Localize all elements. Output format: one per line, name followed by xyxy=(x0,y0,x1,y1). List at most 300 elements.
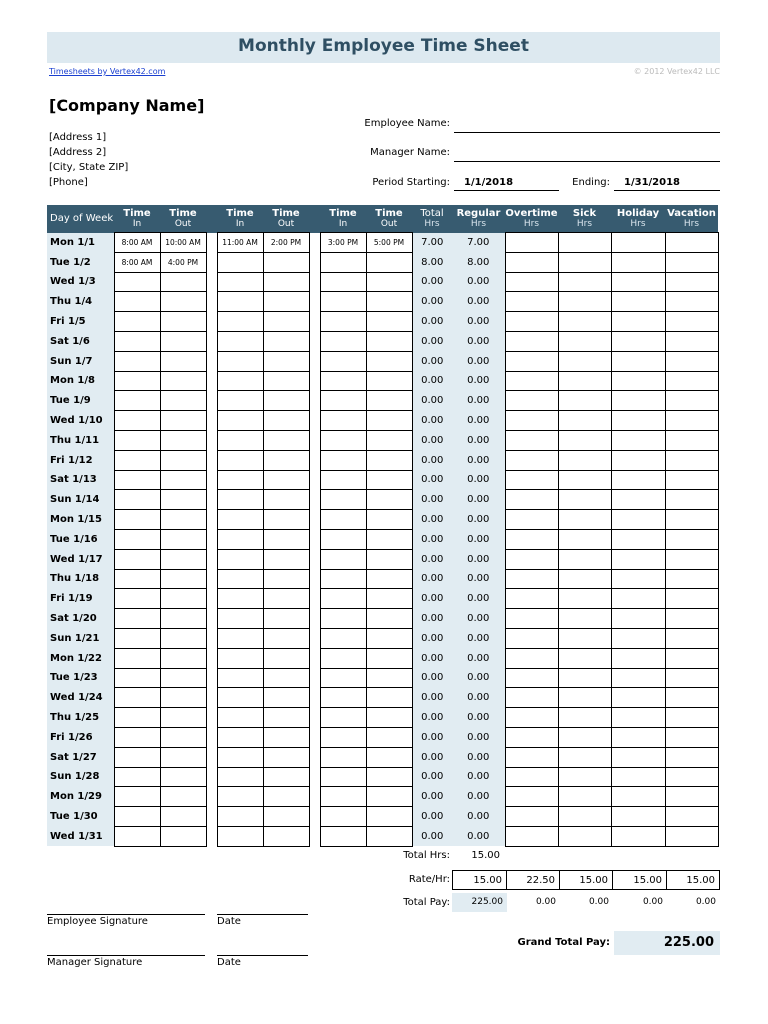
vacation-hrs-cell[interactable] xyxy=(665,609,718,629)
vacation-hrs-cell[interactable] xyxy=(665,549,718,569)
time-in-2-cell[interactable] xyxy=(217,668,263,688)
overtime-hrs-cell[interactable] xyxy=(505,609,558,629)
time-out-1-cell[interactable] xyxy=(160,708,206,728)
vacation-hrs-cell[interactable] xyxy=(665,450,718,470)
vacation-hrs-cell[interactable] xyxy=(665,727,718,747)
sick-hrs-cell[interactable] xyxy=(558,430,611,450)
sick-hrs-cell[interactable] xyxy=(558,767,611,787)
rate-vacation[interactable]: 15.00 xyxy=(666,870,720,890)
time-out-3-cell[interactable] xyxy=(366,331,412,351)
time-in-3-cell[interactable] xyxy=(320,787,366,807)
time-in-1-cell[interactable] xyxy=(114,331,160,351)
vacation-hrs-cell[interactable] xyxy=(665,252,718,272)
time-out-3-cell[interactable] xyxy=(366,529,412,549)
time-out-3-cell[interactable] xyxy=(366,727,412,747)
sick-hrs-cell[interactable] xyxy=(558,351,611,371)
holiday-hrs-cell[interactable] xyxy=(611,648,665,668)
rate-holiday[interactable]: 15.00 xyxy=(612,870,667,890)
holiday-hrs-cell[interactable] xyxy=(611,807,665,827)
time-in-1-cell[interactable] xyxy=(114,747,160,767)
sick-hrs-cell[interactable] xyxy=(558,826,611,846)
time-out-3-cell[interactable] xyxy=(366,351,412,371)
time-in-3-cell[interactable] xyxy=(320,272,366,292)
time-out-3-cell[interactable] xyxy=(366,470,412,490)
sick-hrs-cell[interactable] xyxy=(558,668,611,688)
time-out-2-cell[interactable] xyxy=(263,391,309,411)
time-out-3-cell[interactable] xyxy=(366,708,412,728)
vacation-hrs-cell[interactable] xyxy=(665,668,718,688)
sick-hrs-cell[interactable] xyxy=(558,569,611,589)
time-out-2-cell[interactable] xyxy=(263,272,309,292)
vacation-hrs-cell[interactable] xyxy=(665,411,718,431)
time-out-1-cell[interactable] xyxy=(160,450,206,470)
time-out-2-cell[interactable] xyxy=(263,609,309,629)
time-out-2-cell[interactable] xyxy=(263,331,309,351)
rate-sick[interactable]: 15.00 xyxy=(559,870,613,890)
time-out-2-cell[interactable] xyxy=(263,648,309,668)
time-in-3-cell[interactable] xyxy=(320,648,366,668)
overtime-hrs-cell[interactable] xyxy=(505,787,558,807)
time-in-2-cell[interactable] xyxy=(217,648,263,668)
time-out-3-cell[interactable] xyxy=(366,648,412,668)
time-out-2-cell[interactable] xyxy=(263,628,309,648)
time-in-2-cell[interactable] xyxy=(217,589,263,609)
sick-hrs-cell[interactable] xyxy=(558,708,611,728)
time-in-2-cell[interactable] xyxy=(217,292,263,312)
overtime-hrs-cell[interactable] xyxy=(505,450,558,470)
time-out-3-cell[interactable] xyxy=(366,589,412,609)
time-out-2-cell[interactable] xyxy=(263,312,309,332)
sick-hrs-cell[interactable] xyxy=(558,331,611,351)
rate-overtime[interactable]: 22.50 xyxy=(506,870,560,890)
manager-name-field[interactable] xyxy=(454,147,720,162)
holiday-hrs-cell[interactable] xyxy=(611,411,665,431)
time-out-1-cell[interactable] xyxy=(160,371,206,391)
sick-hrs-cell[interactable] xyxy=(558,490,611,510)
time-out-1-cell[interactable] xyxy=(160,787,206,807)
overtime-hrs-cell[interactable] xyxy=(505,826,558,846)
overtime-hrs-cell[interactable] xyxy=(505,708,558,728)
time-out-1-cell[interactable] xyxy=(160,351,206,371)
time-out-1-cell[interactable] xyxy=(160,727,206,747)
company-name[interactable]: [Company Name] xyxy=(49,96,205,115)
time-in-1-cell[interactable] xyxy=(114,411,160,431)
holiday-hrs-cell[interactable] xyxy=(611,787,665,807)
time-out-1-cell[interactable] xyxy=(160,510,206,530)
sick-hrs-cell[interactable] xyxy=(558,727,611,747)
holiday-hrs-cell[interactable] xyxy=(611,331,665,351)
time-out-2-cell[interactable] xyxy=(263,470,309,490)
time-in-1-cell[interactable] xyxy=(114,727,160,747)
time-in-2-cell[interactable] xyxy=(217,549,263,569)
holiday-hrs-cell[interactable] xyxy=(611,708,665,728)
overtime-hrs-cell[interactable] xyxy=(505,767,558,787)
time-in-3-cell[interactable] xyxy=(320,668,366,688)
time-out-3-cell[interactable] xyxy=(366,272,412,292)
overtime-hrs-cell[interactable] xyxy=(505,688,558,708)
time-in-3-cell[interactable] xyxy=(320,747,366,767)
vacation-hrs-cell[interactable] xyxy=(665,331,718,351)
time-in-3-cell[interactable] xyxy=(320,569,366,589)
time-in-3-cell[interactable] xyxy=(320,708,366,728)
time-out-1-cell[interactable]: 4:00 PM xyxy=(160,252,206,272)
holiday-hrs-cell[interactable] xyxy=(611,233,665,253)
time-in-1-cell[interactable] xyxy=(114,688,160,708)
holiday-hrs-cell[interactable] xyxy=(611,312,665,332)
time-out-2-cell[interactable] xyxy=(263,529,309,549)
time-in-1-cell[interactable] xyxy=(114,272,160,292)
holiday-hrs-cell[interactable] xyxy=(611,767,665,787)
time-out-3-cell[interactable] xyxy=(366,826,412,846)
overtime-hrs-cell[interactable] xyxy=(505,272,558,292)
vacation-hrs-cell[interactable] xyxy=(665,648,718,668)
sick-hrs-cell[interactable] xyxy=(558,312,611,332)
time-in-3-cell[interactable] xyxy=(320,450,366,470)
time-out-1-cell[interactable] xyxy=(160,549,206,569)
holiday-hrs-cell[interactable] xyxy=(611,826,665,846)
time-out-3-cell[interactable] xyxy=(366,767,412,787)
holiday-hrs-cell[interactable] xyxy=(611,727,665,747)
time-in-1-cell[interactable] xyxy=(114,292,160,312)
time-in-3-cell[interactable] xyxy=(320,589,366,609)
time-out-1-cell[interactable] xyxy=(160,589,206,609)
vacation-hrs-cell[interactable] xyxy=(665,312,718,332)
holiday-hrs-cell[interactable] xyxy=(611,470,665,490)
time-out-1-cell[interactable] xyxy=(160,767,206,787)
time-out-3-cell[interactable] xyxy=(366,787,412,807)
time-out-1-cell[interactable] xyxy=(160,668,206,688)
sick-hrs-cell[interactable] xyxy=(558,371,611,391)
address-line-2[interactable]: [Address 2] xyxy=(49,147,107,158)
holiday-hrs-cell[interactable] xyxy=(611,688,665,708)
overtime-hrs-cell[interactable] xyxy=(505,807,558,827)
time-out-2-cell[interactable] xyxy=(263,510,309,530)
time-out-1-cell[interactable] xyxy=(160,826,206,846)
time-out-3-cell[interactable] xyxy=(366,490,412,510)
vacation-hrs-cell[interactable] xyxy=(665,688,718,708)
time-out-3-cell[interactable] xyxy=(366,371,412,391)
time-out-3-cell[interactable] xyxy=(366,609,412,629)
time-out-1-cell[interactable] xyxy=(160,648,206,668)
time-in-1-cell[interactable] xyxy=(114,312,160,332)
time-out-3-cell[interactable] xyxy=(366,430,412,450)
time-out-2-cell[interactable] xyxy=(263,787,309,807)
time-in-1-cell[interactable] xyxy=(114,787,160,807)
time-in-2-cell[interactable] xyxy=(217,312,263,332)
time-in-3-cell[interactable] xyxy=(320,529,366,549)
time-in-1-cell[interactable] xyxy=(114,490,160,510)
vacation-hrs-cell[interactable] xyxy=(665,628,718,648)
time-in-3-cell[interactable] xyxy=(320,371,366,391)
vacation-hrs-cell[interactable] xyxy=(665,272,718,292)
time-in-3-cell[interactable] xyxy=(320,549,366,569)
time-in-3-cell[interactable]: 3:00 PM xyxy=(320,233,366,253)
sick-hrs-cell[interactable] xyxy=(558,628,611,648)
time-in-3-cell[interactable] xyxy=(320,510,366,530)
time-in-3-cell[interactable] xyxy=(320,292,366,312)
time-in-2-cell[interactable] xyxy=(217,411,263,431)
vacation-hrs-cell[interactable] xyxy=(665,826,718,846)
overtime-hrs-cell[interactable] xyxy=(505,331,558,351)
holiday-hrs-cell[interactable] xyxy=(611,628,665,648)
holiday-hrs-cell[interactable] xyxy=(611,609,665,629)
time-in-2-cell[interactable] xyxy=(217,727,263,747)
time-out-3-cell[interactable]: 5:00 PM xyxy=(366,233,412,253)
holiday-hrs-cell[interactable] xyxy=(611,272,665,292)
time-in-2-cell[interactable] xyxy=(217,490,263,510)
sick-hrs-cell[interactable] xyxy=(558,549,611,569)
holiday-hrs-cell[interactable] xyxy=(611,529,665,549)
overtime-hrs-cell[interactable] xyxy=(505,233,558,253)
time-in-1-cell[interactable] xyxy=(114,470,160,490)
holiday-hrs-cell[interactable] xyxy=(611,747,665,767)
time-in-1-cell[interactable] xyxy=(114,589,160,609)
time-out-1-cell[interactable] xyxy=(160,688,206,708)
time-in-3-cell[interactable] xyxy=(320,826,366,846)
time-in-1-cell[interactable] xyxy=(114,529,160,549)
time-in-1-cell[interactable] xyxy=(114,569,160,589)
time-in-1-cell[interactable] xyxy=(114,391,160,411)
vacation-hrs-cell[interactable] xyxy=(665,391,718,411)
time-out-2-cell[interactable]: 2:00 PM xyxy=(263,233,309,253)
time-in-1-cell[interactable] xyxy=(114,668,160,688)
overtime-hrs-cell[interactable] xyxy=(505,628,558,648)
time-out-2-cell[interactable] xyxy=(263,589,309,609)
vacation-hrs-cell[interactable] xyxy=(665,569,718,589)
time-in-1-cell[interactable] xyxy=(114,351,160,371)
vacation-hrs-cell[interactable] xyxy=(665,747,718,767)
holiday-hrs-cell[interactable] xyxy=(611,450,665,470)
time-out-3-cell[interactable] xyxy=(366,668,412,688)
time-out-2-cell[interactable] xyxy=(263,252,309,272)
time-out-1-cell[interactable] xyxy=(160,747,206,767)
time-in-2-cell[interactable] xyxy=(217,510,263,530)
time-out-2-cell[interactable] xyxy=(263,807,309,827)
time-out-2-cell[interactable] xyxy=(263,747,309,767)
time-in-3-cell[interactable] xyxy=(320,411,366,431)
time-in-3-cell[interactable] xyxy=(320,331,366,351)
sick-hrs-cell[interactable] xyxy=(558,589,611,609)
time-out-3-cell[interactable] xyxy=(366,312,412,332)
time-in-2-cell[interactable] xyxy=(217,807,263,827)
time-out-3-cell[interactable] xyxy=(366,391,412,411)
employee-signature-line[interactable] xyxy=(47,914,205,927)
employee-name-field[interactable] xyxy=(454,118,720,133)
time-out-1-cell[interactable] xyxy=(160,391,206,411)
vacation-hrs-cell[interactable] xyxy=(665,529,718,549)
time-in-3-cell[interactable] xyxy=(320,628,366,648)
sick-hrs-cell[interactable] xyxy=(558,688,611,708)
time-in-2-cell[interactable] xyxy=(217,430,263,450)
city-state-zip[interactable]: [City, State ZIP] xyxy=(49,162,129,173)
time-in-2-cell[interactable] xyxy=(217,826,263,846)
vacation-hrs-cell[interactable] xyxy=(665,787,718,807)
time-in-3-cell[interactable] xyxy=(320,688,366,708)
time-out-3-cell[interactable] xyxy=(366,411,412,431)
rate-regular[interactable]: 15.00 xyxy=(452,870,507,890)
time-in-2-cell[interactable] xyxy=(217,708,263,728)
time-in-3-cell[interactable] xyxy=(320,430,366,450)
sick-hrs-cell[interactable] xyxy=(558,510,611,530)
ending-field[interactable]: 1/31/2018 xyxy=(614,176,720,191)
overtime-hrs-cell[interactable] xyxy=(505,351,558,371)
phone[interactable]: [Phone] xyxy=(49,177,88,188)
time-out-1-cell[interactable] xyxy=(160,272,206,292)
overtime-hrs-cell[interactable] xyxy=(505,371,558,391)
vacation-hrs-cell[interactable] xyxy=(665,351,718,371)
holiday-hrs-cell[interactable] xyxy=(611,490,665,510)
time-out-2-cell[interactable] xyxy=(263,688,309,708)
vacation-hrs-cell[interactable] xyxy=(665,233,718,253)
time-in-3-cell[interactable] xyxy=(320,312,366,332)
time-in-1-cell[interactable] xyxy=(114,628,160,648)
vacation-hrs-cell[interactable] xyxy=(665,708,718,728)
time-out-1-cell[interactable] xyxy=(160,609,206,629)
time-out-2-cell[interactable] xyxy=(263,708,309,728)
time-in-3-cell[interactable] xyxy=(320,807,366,827)
time-out-2-cell[interactable] xyxy=(263,826,309,846)
time-out-2-cell[interactable] xyxy=(263,549,309,569)
overtime-hrs-cell[interactable] xyxy=(505,312,558,332)
holiday-hrs-cell[interactable] xyxy=(611,569,665,589)
time-in-1-cell[interactable] xyxy=(114,549,160,569)
vacation-hrs-cell[interactable] xyxy=(665,510,718,530)
time-out-3-cell[interactable] xyxy=(366,252,412,272)
time-out-2-cell[interactable] xyxy=(263,727,309,747)
time-in-1-cell[interactable] xyxy=(114,648,160,668)
time-in-1-cell[interactable] xyxy=(114,708,160,728)
time-in-3-cell[interactable] xyxy=(320,351,366,371)
time-out-2-cell[interactable] xyxy=(263,767,309,787)
time-out-1-cell[interactable] xyxy=(160,411,206,431)
time-out-1-cell[interactable] xyxy=(160,807,206,827)
time-out-1-cell[interactable] xyxy=(160,312,206,332)
time-out-3-cell[interactable] xyxy=(366,549,412,569)
time-out-1-cell[interactable] xyxy=(160,470,206,490)
vertex42-link[interactable]: Timesheets by Vertex42.com xyxy=(49,67,166,76)
time-in-1-cell[interactable] xyxy=(114,430,160,450)
vacation-hrs-cell[interactable] xyxy=(665,371,718,391)
holiday-hrs-cell[interactable] xyxy=(611,430,665,450)
time-in-1-cell[interactable]: 8:00 AM xyxy=(114,252,160,272)
time-out-1-cell[interactable] xyxy=(160,292,206,312)
overtime-hrs-cell[interactable] xyxy=(505,569,558,589)
manager-date-line[interactable] xyxy=(217,955,308,968)
holiday-hrs-cell[interactable] xyxy=(611,351,665,371)
holiday-hrs-cell[interactable] xyxy=(611,371,665,391)
time-out-3-cell[interactable] xyxy=(366,569,412,589)
overtime-hrs-cell[interactable] xyxy=(505,292,558,312)
time-in-2-cell[interactable] xyxy=(217,569,263,589)
time-out-1-cell[interactable]: 10:00 AM xyxy=(160,233,206,253)
time-out-3-cell[interactable] xyxy=(366,450,412,470)
holiday-hrs-cell[interactable] xyxy=(611,292,665,312)
time-in-1-cell[interactable] xyxy=(114,767,160,787)
overtime-hrs-cell[interactable] xyxy=(505,529,558,549)
sick-hrs-cell[interactable] xyxy=(558,292,611,312)
overtime-hrs-cell[interactable] xyxy=(505,411,558,431)
vacation-hrs-cell[interactable] xyxy=(665,767,718,787)
vacation-hrs-cell[interactable] xyxy=(665,292,718,312)
sick-hrs-cell[interactable] xyxy=(558,747,611,767)
time-in-2-cell[interactable] xyxy=(217,529,263,549)
overtime-hrs-cell[interactable] xyxy=(505,510,558,530)
vacation-hrs-cell[interactable] xyxy=(665,430,718,450)
sick-hrs-cell[interactable] xyxy=(558,391,611,411)
time-out-3-cell[interactable] xyxy=(366,628,412,648)
time-out-2-cell[interactable] xyxy=(263,569,309,589)
overtime-hrs-cell[interactable] xyxy=(505,727,558,747)
time-out-2-cell[interactable] xyxy=(263,490,309,510)
sick-hrs-cell[interactable] xyxy=(558,272,611,292)
sick-hrs-cell[interactable] xyxy=(558,648,611,668)
time-in-1-cell[interactable] xyxy=(114,807,160,827)
sick-hrs-cell[interactable] xyxy=(558,252,611,272)
period-starting-field[interactable]: 1/1/2018 xyxy=(454,176,559,191)
overtime-hrs-cell[interactable] xyxy=(505,668,558,688)
time-in-2-cell[interactable] xyxy=(217,747,263,767)
time-out-3-cell[interactable] xyxy=(366,688,412,708)
sick-hrs-cell[interactable] xyxy=(558,411,611,431)
overtime-hrs-cell[interactable] xyxy=(505,252,558,272)
time-in-1-cell[interactable]: 8:00 AM xyxy=(114,233,160,253)
time-in-3-cell[interactable] xyxy=(320,252,366,272)
vacation-hrs-cell[interactable] xyxy=(665,490,718,510)
time-in-3-cell[interactable] xyxy=(320,490,366,510)
overtime-hrs-cell[interactable] xyxy=(505,470,558,490)
time-in-2-cell[interactable] xyxy=(217,252,263,272)
time-out-1-cell[interactable] xyxy=(160,628,206,648)
holiday-hrs-cell[interactable] xyxy=(611,668,665,688)
sick-hrs-cell[interactable] xyxy=(558,609,611,629)
overtime-hrs-cell[interactable] xyxy=(505,747,558,767)
time-out-3-cell[interactable] xyxy=(366,510,412,530)
time-in-1-cell[interactable] xyxy=(114,450,160,470)
time-out-2-cell[interactable] xyxy=(263,351,309,371)
time-in-2-cell[interactable] xyxy=(217,351,263,371)
holiday-hrs-cell[interactable] xyxy=(611,589,665,609)
time-in-2-cell[interactable] xyxy=(217,331,263,351)
vacation-hrs-cell[interactable] xyxy=(665,470,718,490)
time-out-3-cell[interactable] xyxy=(366,292,412,312)
time-out-3-cell[interactable] xyxy=(366,747,412,767)
time-out-1-cell[interactable] xyxy=(160,529,206,549)
holiday-hrs-cell[interactable] xyxy=(611,391,665,411)
time-out-3-cell[interactable] xyxy=(366,807,412,827)
sick-hrs-cell[interactable] xyxy=(558,450,611,470)
employee-date-line[interactable] xyxy=(217,914,308,927)
vacation-hrs-cell[interactable] xyxy=(665,589,718,609)
time-in-2-cell[interactable] xyxy=(217,609,263,629)
holiday-hrs-cell[interactable] xyxy=(611,252,665,272)
time-out-2-cell[interactable] xyxy=(263,668,309,688)
sick-hrs-cell[interactable] xyxy=(558,807,611,827)
time-in-2-cell[interactable] xyxy=(217,787,263,807)
time-in-3-cell[interactable] xyxy=(320,727,366,747)
time-in-3-cell[interactable] xyxy=(320,470,366,490)
overtime-hrs-cell[interactable] xyxy=(505,430,558,450)
time-out-2-cell[interactable] xyxy=(263,450,309,470)
time-in-2-cell[interactable] xyxy=(217,470,263,490)
time-in-1-cell[interactable] xyxy=(114,826,160,846)
time-out-2-cell[interactable] xyxy=(263,411,309,431)
time-in-1-cell[interactable] xyxy=(114,609,160,629)
sick-hrs-cell[interactable] xyxy=(558,529,611,549)
overtime-hrs-cell[interactable] xyxy=(505,391,558,411)
time-in-2-cell[interactable] xyxy=(217,272,263,292)
time-in-2-cell[interactable] xyxy=(217,450,263,470)
time-in-1-cell[interactable] xyxy=(114,510,160,530)
